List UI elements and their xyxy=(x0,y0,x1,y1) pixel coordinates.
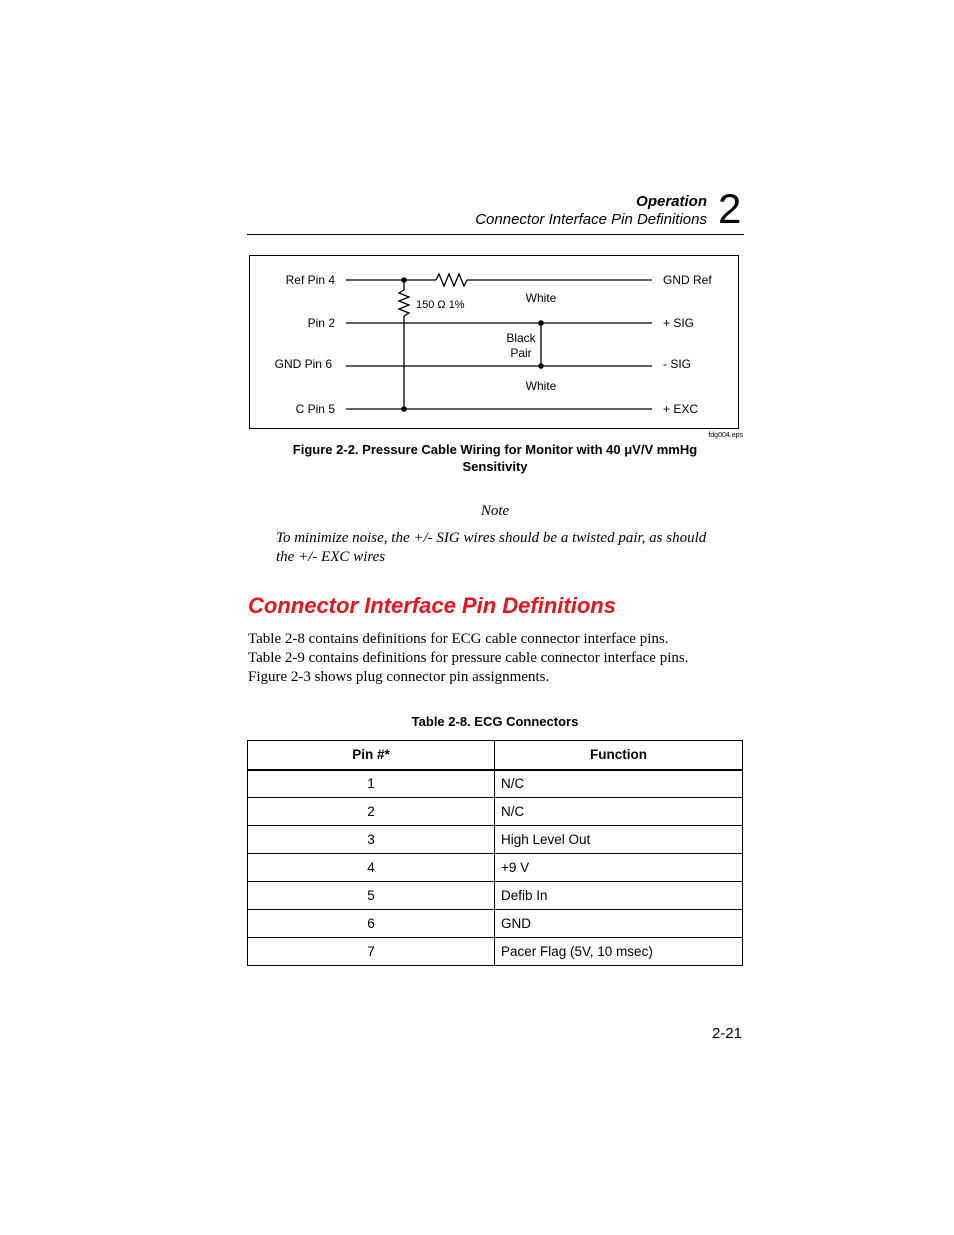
running-header-section: Operation xyxy=(636,193,707,210)
section-body xyxy=(248,630,728,687)
note-heading: Note xyxy=(480,503,510,519)
label-pin-2: Pin 2 xyxy=(307,316,335,330)
pin-cell: 4 xyxy=(248,854,495,882)
function-cell: +9 V xyxy=(495,854,743,882)
table-title: Table 2-8. ECG Connectors xyxy=(411,714,579,729)
header-rule xyxy=(247,234,744,235)
pin-cell: 2 xyxy=(248,798,495,826)
table-row xyxy=(248,798,743,826)
label-white-bottom: White xyxy=(525,379,557,393)
wiring-diagram-svg xyxy=(250,256,740,430)
label-plus-sig: + SIG xyxy=(663,316,695,330)
wiring-diagram xyxy=(249,255,739,429)
junction-dot xyxy=(538,320,544,326)
pin-cell: 5 xyxy=(248,882,495,910)
chapter-number: 2 xyxy=(718,185,742,232)
note-text: To minimize noise, the +/- SIG wires should be a twisted pair, as should the +/- EXC wires xyxy=(276,530,707,565)
table-row xyxy=(248,854,743,882)
body-line: Table 2-9 contains definitions for pressure cable connector interface pins. xyxy=(248,650,689,666)
label-plus-exc: + EXC xyxy=(663,402,699,416)
figure-filename: fdg004.eps xyxy=(708,432,743,439)
function-cell: Defib In xyxy=(495,882,743,910)
shunt-resistor-icon xyxy=(399,290,409,316)
label-white-top: White xyxy=(525,291,557,305)
pin-cell: 1 xyxy=(248,770,495,798)
pin-cell: 7 xyxy=(248,938,495,966)
body-line: Table 2-8 contains definitions for ECG cable connector interface pins. xyxy=(248,631,669,647)
table-row xyxy=(248,938,743,966)
pin-cell: 6 xyxy=(248,910,495,938)
table-header-row xyxy=(248,741,743,770)
figure-caption-line-1: Figure 2-2. Pressure Cable Wiring for Monitor with 40 μV/V mmHg xyxy=(292,442,698,457)
figure-caption-line-2: Sensitivity xyxy=(462,459,528,474)
label-ref-pin-4: Ref Pin 4 xyxy=(285,273,335,287)
function-cell: N/C xyxy=(495,798,743,826)
table-row xyxy=(248,910,743,938)
table-row xyxy=(248,770,743,798)
series-resistor-icon xyxy=(436,274,467,286)
column-header-pin: Pin #* xyxy=(248,741,495,770)
function-cell: High Level Out xyxy=(495,826,743,854)
label-pair: Pair xyxy=(510,346,532,360)
column-header-function: Function xyxy=(495,741,743,770)
section-title: Connector Interface Pin Definitions xyxy=(248,593,616,618)
junction-dot xyxy=(538,363,544,369)
label-c-pin-5: C Pin 5 xyxy=(295,402,335,416)
label-gnd-ref: GND Ref xyxy=(663,273,712,287)
junction-dot xyxy=(401,277,407,283)
table-row xyxy=(248,882,743,910)
page-number: 2-21 xyxy=(711,1025,742,1042)
function-cell: Pacer Flag (5V, 10 msec) xyxy=(495,938,743,966)
ecg-connectors-table xyxy=(247,740,743,966)
table-row xyxy=(248,826,743,854)
running-header-subsection: Connector Interface Pin Definitions xyxy=(475,211,707,228)
pin-cell: 3 xyxy=(248,826,495,854)
label-minus-sig: - SIG xyxy=(663,357,692,371)
junction-dot xyxy=(401,406,407,412)
figure-caption xyxy=(249,441,741,475)
body-line: Figure 2-3 shows plug connector pin assignments. xyxy=(248,669,550,685)
label-gnd-pin-6: GND Pin 6 xyxy=(274,357,332,371)
function-cell: GND xyxy=(495,910,743,938)
label-resistor-value: 150 Ω 1% xyxy=(416,299,465,311)
label-black: Black xyxy=(506,331,536,345)
function-cell: N/C xyxy=(495,770,743,798)
